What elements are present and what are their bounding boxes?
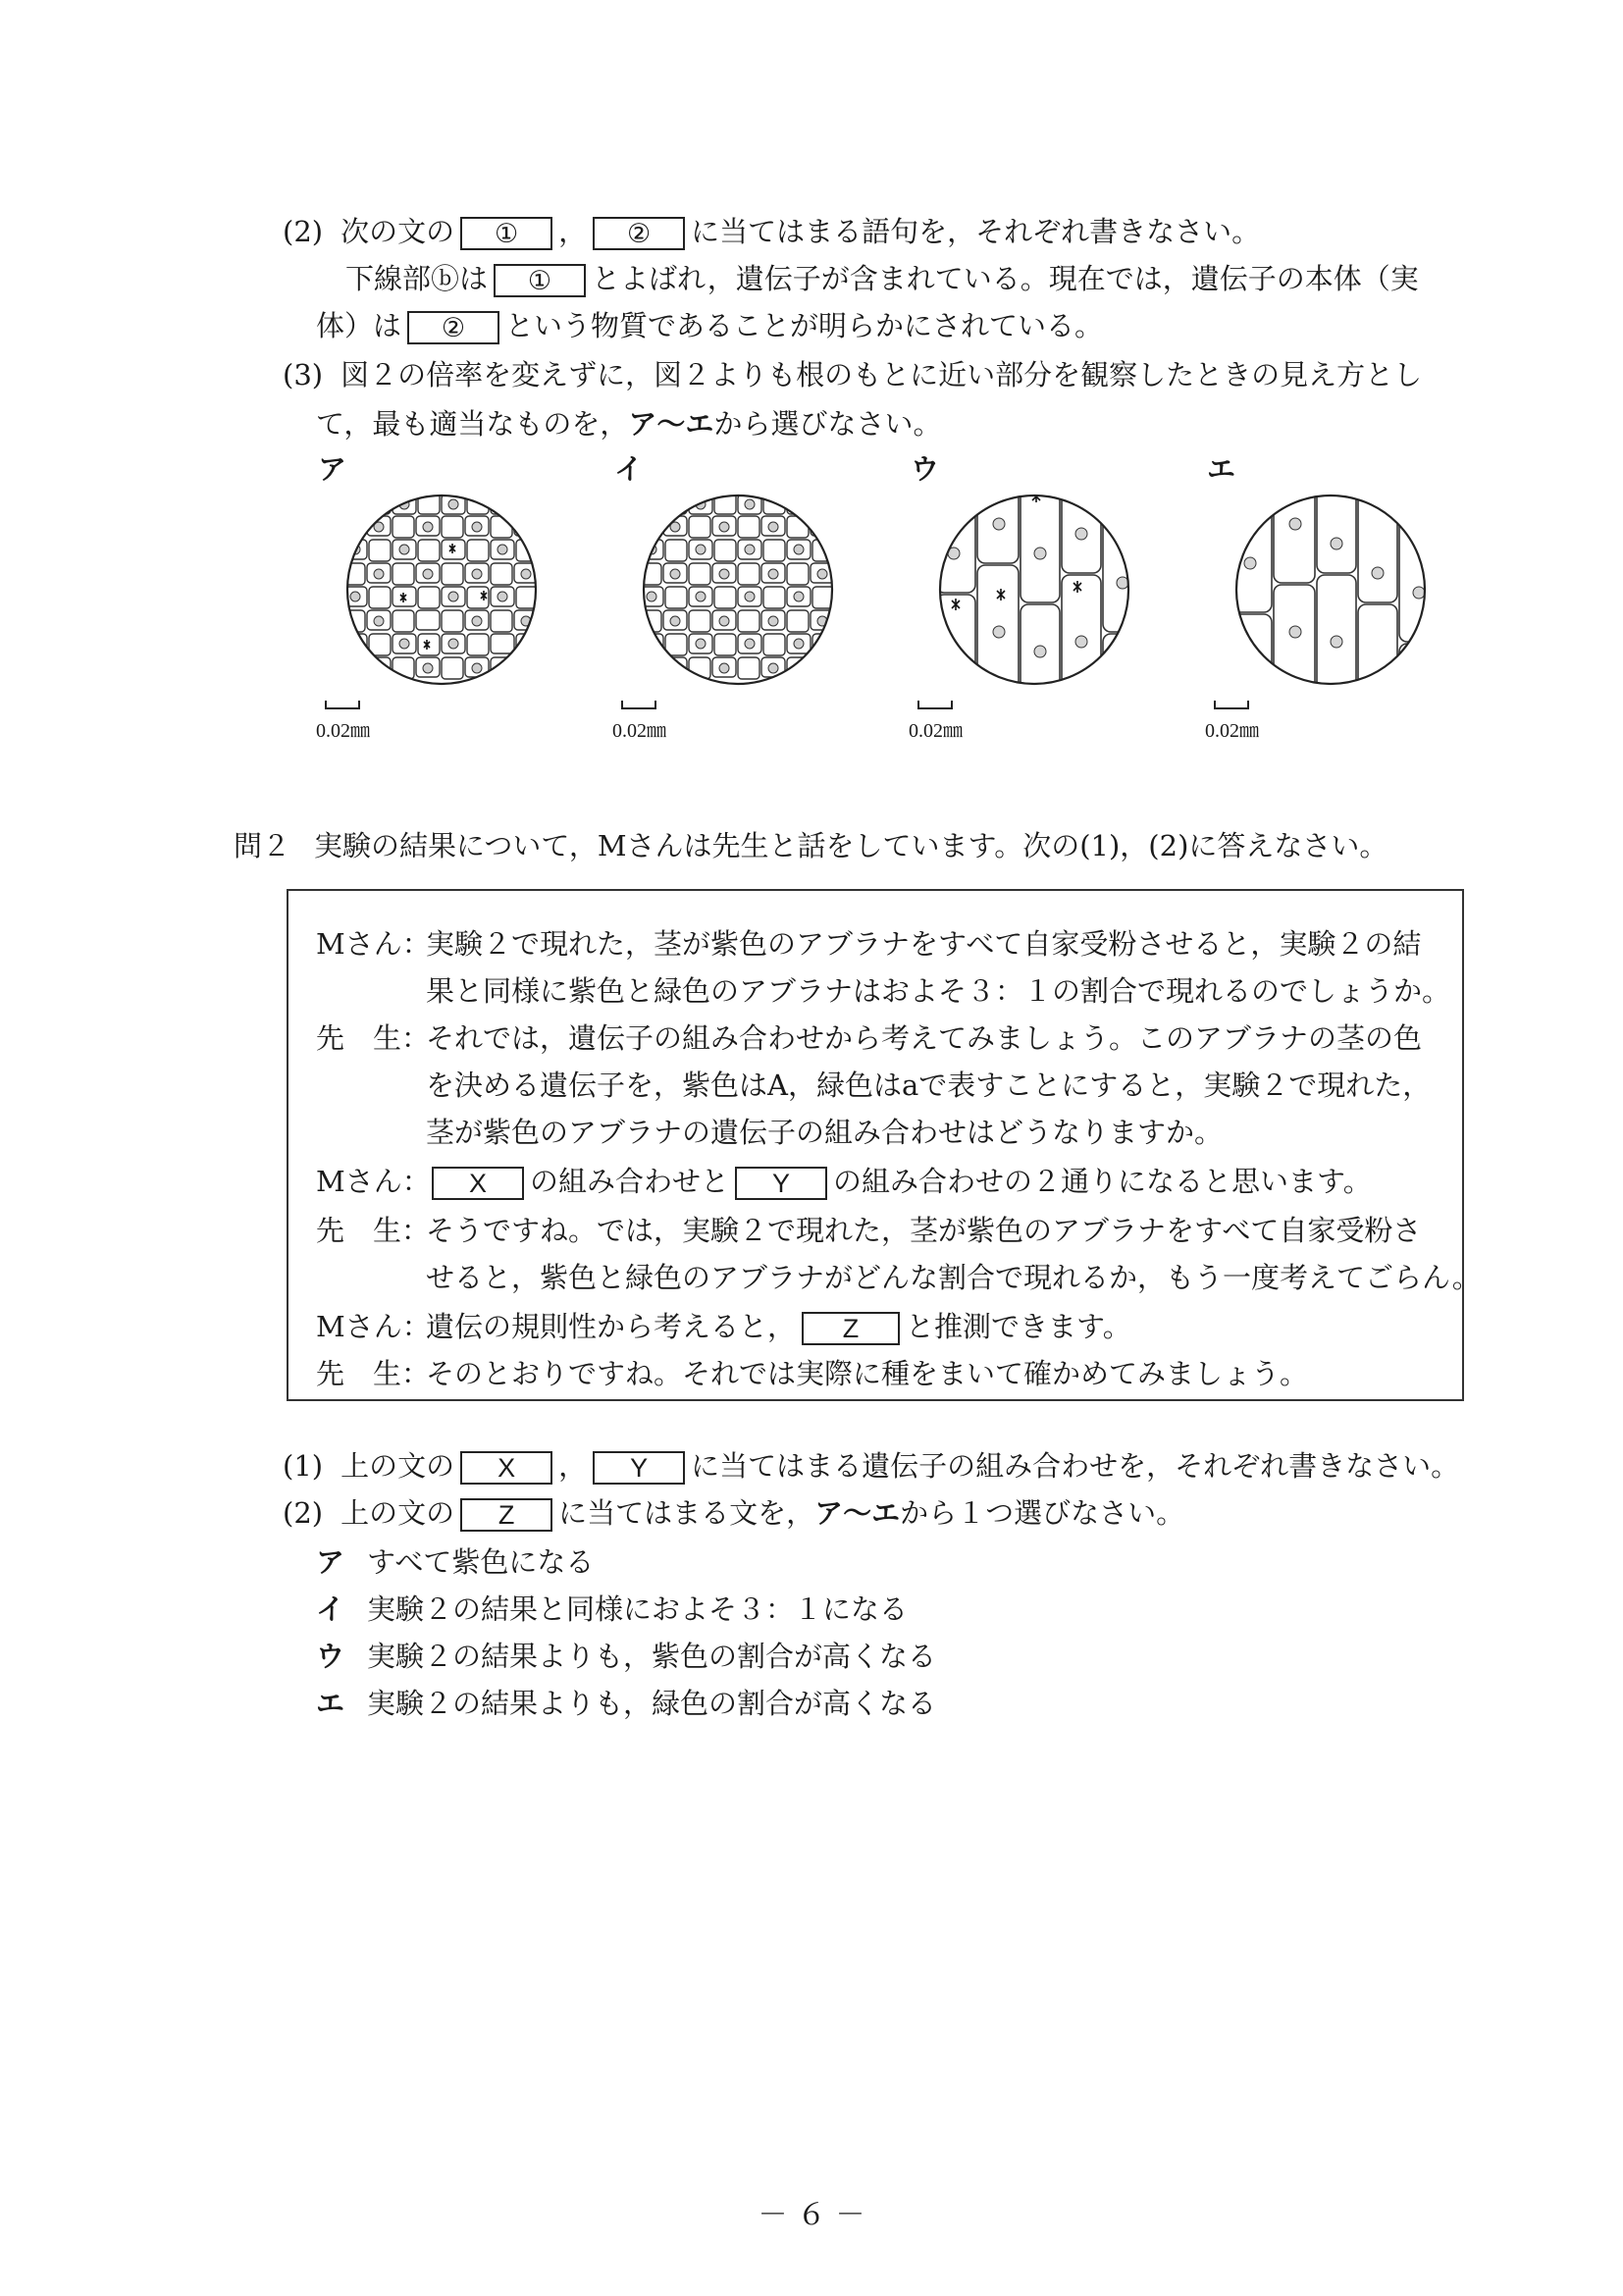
- figure-u-scale: 0.02㎜: [909, 720, 963, 742]
- figure-u-microscope-view: [897, 485, 1162, 740]
- figure-e-label: エ: [1207, 452, 1236, 486]
- dialogue-line-3: 先 生：それでは，遺伝子の組み合わせから考えてみましょう。このアブラナの茎の色: [316, 1018, 1422, 1058]
- q3-sub1-number: (1): [283, 1449, 324, 1483]
- figure-i-label: イ: [614, 452, 644, 486]
- dialogue-line-2: 果と同様に紫色と緑色のアブラナはおよそ３：１の割合で現れるのでしょうか。: [426, 974, 1451, 1008]
- q2-sub2-sentence-line1: 下線部ⓑは ① とよばれ，遺伝子が含まれている。現在では，遺伝子の本体（実: [345, 262, 1419, 295]
- figure-u: [897, 449, 1162, 763]
- figure-i-scale: 0.02㎜: [612, 720, 666, 742]
- dialogue-line-5: 茎が紫色のアブラナの遺伝子の組み合わせはどうなりますか。: [426, 1116, 1224, 1149]
- figure-e-microscope-view: [1193, 485, 1458, 740]
- q2-sub3-question-line1: (3) 図２の倍率を変えずに，図２よりも根のもとに近い部分を観察したときの見え方とし: [283, 358, 1423, 391]
- question-2-heading: 問２ 実験の結果について，Mさんは先生と話をしています。次の(1)，(2)に答えなさい。: [234, 829, 1388, 862]
- q3-sub1-question: (1) 上の文の X ， Y に当てはまる遺伝子の組み合わせを，それぞれ書きなさい。: [283, 1449, 1460, 1483]
- blank-1: ①: [460, 217, 552, 250]
- dialogue-line-1: Mさん：実験２で現れた，茎が紫色のアブラナをすべて自家受粉させると，実験２の結: [316, 924, 1421, 964]
- blank-x-ref: X: [460, 1451, 552, 1485]
- speaker-m: Mさん：: [316, 927, 431, 961]
- figure-a-scale: 0.02㎜: [316, 720, 370, 742]
- blank-2: ②: [593, 217, 685, 250]
- blank-z-ref: Z: [460, 1498, 552, 1532]
- q3-sub2-question: (2) 上の文の Z に当てはまる文を，ア〜エから１つ選びなさい。: [283, 1496, 1185, 1530]
- dialogue-line-4: を決める遺伝子を，紫色はA，緑色はaで表すことにすると，実験２で現れた，: [426, 1069, 1432, 1102]
- question-2-number: 問２: [234, 829, 291, 862]
- microscope-figures: [304, 449, 1482, 763]
- speaker-teacher: 先 生：: [316, 1021, 431, 1055]
- dialogue-line-8: せると，紫色と緑色のアブラナがどんな割合で現れるか，もう一度考えてごらん。: [426, 1261, 1481, 1294]
- option-e: エ 実験２の結果よりも，緑色の割合が高くなる: [316, 1687, 937, 1720]
- dialogue-line-10: 先 生：そのとおりですね。それでは実際に種をまいて確かめてみましょう。: [316, 1354, 1308, 1393]
- dialogue-line-6: Mさん： X の組み合わせと Y の組み合わせの２通りになると思います。: [316, 1162, 1372, 1201]
- blank-z: Z: [802, 1312, 900, 1345]
- blank-y-ref: Y: [593, 1451, 685, 1485]
- option-u: ウ 実験２の結果よりも，紫色の割合が高くなる: [316, 1640, 937, 1673]
- figure-e-scale: 0.02㎜: [1205, 720, 1259, 742]
- dialogue-line-9: Mさん：遺伝の規則性から考えると， Z と推測できます。: [316, 1307, 1131, 1346]
- q2-sub3-number: (3): [283, 358, 324, 391]
- blank-2-inline: ②: [407, 311, 499, 344]
- figure-a-label: ア: [318, 452, 347, 486]
- figure-u-label: ウ: [911, 452, 940, 486]
- blank-y: Y: [735, 1167, 827, 1200]
- page-number: － ６ －: [758, 2198, 865, 2232]
- q3-sub2-number: (2): [283, 1496, 324, 1530]
- option-a: ア すべて紫色になる: [316, 1545, 595, 1579]
- figure-a-microscope-view: [304, 485, 569, 740]
- speaker-m: Mさん：: [316, 1165, 431, 1198]
- speaker-teacher: 先 生：: [316, 1214, 431, 1247]
- figure-e: [1193, 449, 1458, 763]
- speaker-teacher: 先 生：: [316, 1357, 431, 1390]
- q2-sub2-number: (2): [283, 215, 324, 248]
- q2-sub2-question: (2) 次の文の ① ， ② に当てはまる語句を，それぞれ書きなさい。: [283, 215, 1261, 248]
- blank-1-inline: ①: [494, 264, 586, 297]
- q2-sub2-sentence-line2: 体）は ② という物質であることが明らかにされている。: [316, 309, 1104, 342]
- figure-i: [601, 449, 865, 763]
- figure-i-microscope-view: [601, 485, 865, 740]
- q2-sub3-question-line2: て，最も適当なものを，ア〜エから選びなさい。: [316, 407, 942, 441]
- speaker-m: Mさん：: [316, 1310, 431, 1343]
- dialogue-line-7: 先 生：そうですね。では，実験２で現れた，茎が紫色のアブラナをすべて自家受粉さ: [316, 1211, 1421, 1250]
- blank-x: X: [432, 1167, 524, 1200]
- figure-a: [304, 449, 569, 763]
- option-i: イ 実験２の結果と同様におよそ３：１になる: [316, 1592, 909, 1626]
